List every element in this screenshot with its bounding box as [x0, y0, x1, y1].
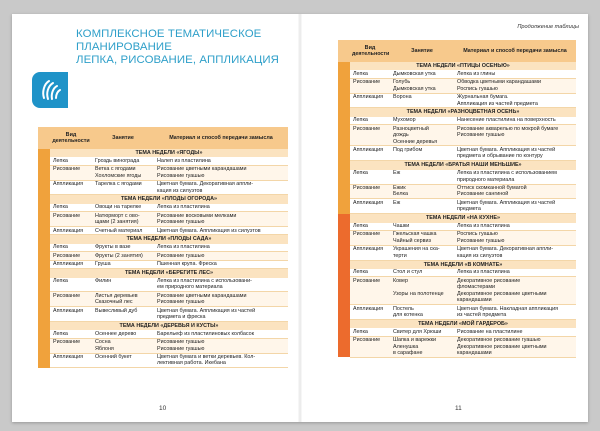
material-method: Нанесение пластилина на поверхность [454, 117, 576, 125]
book-spread [12, 14, 588, 422]
header-kind: Вид деятельности [50, 127, 92, 149]
material-method: Пшенная крупа. Фреска [154, 260, 288, 268]
lesson-name: Груша [92, 260, 154, 268]
table-row [338, 269, 576, 277]
material-method: Лепка из пластилина [154, 204, 288, 212]
material-method: Обводка цветными карандашами Роспись гуашью [454, 78, 576, 93]
page-title [76, 28, 279, 67]
material-method: Рисование акварелью по мокрой бумаге Рисование гуашью [454, 125, 576, 146]
lesson-name: Счетный материал [92, 227, 154, 235]
lesson-name: Постель для котенка [390, 305, 454, 320]
table-row [38, 260, 288, 268]
activity-kind: Лепка [50, 204, 92, 212]
table-row [38, 212, 288, 227]
lesson-name: Сосна Яблоня [92, 338, 154, 353]
table-row [38, 292, 288, 307]
page-number-right: 11 [455, 405, 462, 412]
week-theme-row [38, 235, 288, 244]
week-theme: ТЕМА НЕДЕЛИ «ЯГОДЫ» [50, 149, 288, 157]
table-row [38, 278, 288, 292]
activity-kind: Рисование [50, 292, 92, 307]
material-method: Лепка из глины [454, 70, 576, 78]
table-row [338, 184, 576, 199]
table-row [38, 330, 288, 338]
series-logo [32, 72, 68, 108]
table-row [338, 70, 576, 78]
material-method: Цветная бумага. Аппликация из частей предмета и фреска [154, 307, 288, 322]
material-method: Рисование восковыми мелками Рисование гуашью [154, 212, 288, 227]
activity-kind: Рисование [50, 165, 92, 180]
table-row [338, 305, 576, 320]
plan-table-right [338, 40, 576, 358]
activity-kind: Лепка [350, 170, 390, 184]
activity-kind: Рисование [350, 125, 390, 146]
lesson-name: Фрукты (2 занятия) [92, 252, 154, 260]
lesson-name: Голубь Дымковская утка [390, 78, 454, 93]
month-column-header [38, 127, 50, 149]
activity-kind: Рисование [350, 184, 390, 199]
material-method: Роспись гуашью Рисование гуашью [454, 230, 576, 245]
material-method: Рисование цветными карандашами Рисование гуашью [154, 165, 288, 180]
header-lesson: Занятие [390, 40, 454, 62]
header-kind: Вид деятельности [350, 40, 390, 62]
activity-kind: Лепка [350, 328, 390, 336]
week-theme: ТЕМА НЕДЕЛИ «РАЗНОЦВЕТНАЯ ОСЕНЬ» [350, 108, 576, 117]
hand-logo-icon [32, 72, 68, 108]
continuation-note: Продолжение таблицы [517, 24, 579, 30]
table-row [38, 204, 288, 212]
material-method: Оттиск скомканной бумагой Рисование сангиной [454, 184, 576, 199]
material-method: Рисование гуашью Рисование гуашью [154, 338, 288, 353]
lesson-name: Мухомор [390, 117, 454, 125]
material-method: Лепка из пластилина с использованием природного материала [454, 170, 576, 184]
lesson-name: Чашки [390, 223, 454, 231]
table-row [338, 146, 576, 161]
table-row [338, 245, 576, 260]
lesson-name: Под грибом [390, 146, 454, 161]
week-theme: ТЕМА НЕДЕЛИ «ПЛОДЫ САДА» [50, 235, 288, 244]
table-row [338, 199, 576, 214]
activity-kind: Лепка [50, 244, 92, 252]
month-label-cell [338, 62, 350, 214]
page-subtitle: ЛЕПКА, РИСОВАНИЕ, АППЛИКАЦИЯ [76, 54, 279, 66]
left-page [12, 14, 300, 422]
week-theme-row [338, 214, 576, 223]
activity-kind: Рисование [50, 252, 92, 260]
material-method: Цветная бумага. Аппликация из частей предмета [454, 199, 576, 214]
lesson-name: Ежик Белка [390, 184, 454, 199]
week-theme-row [38, 321, 288, 330]
material-method: Рисование цветными карандашами Рисование гуашью [154, 292, 288, 307]
activity-kind: Лепка [50, 330, 92, 338]
table-row [338, 93, 576, 108]
table-row [338, 223, 576, 231]
lesson-name: Фрукты в вазе [92, 244, 154, 252]
activity-kind: Аппликация [350, 146, 390, 161]
lesson-name: Стол и стул [390, 269, 454, 277]
table-row [338, 125, 576, 146]
activity-kind: Рисование [350, 78, 390, 93]
plan-table-left [38, 127, 288, 368]
lesson-name: Тарелка с ягодами [92, 180, 154, 195]
week-theme: ТЕМА НЕДЕЛИ «НА КУХНЕ» [350, 214, 576, 223]
week-theme-row [338, 260, 576, 269]
activity-kind: Аппликация [350, 245, 390, 260]
week-theme: ТЕМА НЕДЕЛИ «ПТИЦЫ ОСЕНЬЮ» [350, 62, 576, 70]
table-header-row [338, 40, 576, 62]
week-theme: ТЕМА НЕДЕЛИ «БЕРЕГИТЕ ЛЕС» [50, 269, 288, 278]
activity-kind: Рисование [50, 338, 92, 353]
week-theme-row [38, 269, 288, 278]
material-method: Лепка из пластилина [454, 269, 576, 277]
table-row [38, 227, 288, 235]
week-theme: ТЕМА НЕДЕЛИ «МОЙ ГАРДЕРОБ» [350, 319, 576, 328]
month-label-cell [38, 149, 50, 321]
week-theme-row [338, 319, 576, 328]
material-method: Цветная бумага. Декоративная аппли- кация из силуэтов [154, 180, 288, 195]
lesson-name: Украшения на ска- терти [390, 245, 454, 260]
lesson-name: Еж [390, 170, 454, 184]
activity-kind: Аппликация [50, 180, 92, 195]
activity-kind: Аппликация [50, 307, 92, 322]
material-method: Цветная бумага. Декоративная аппли- кация из силуэтов [454, 245, 576, 260]
right-page [300, 14, 588, 422]
table-row [38, 338, 288, 353]
activity-kind: Аппликация [350, 305, 390, 320]
material-method: Декоративное рисование гуашью Декоративное рисование цветными карандашами [454, 336, 576, 357]
header-lesson: Занятие [92, 127, 154, 149]
material-method: Цветная бумага и ветки деревьев. Кол- лективная работа. Икебана [154, 353, 288, 368]
week-theme-row [338, 108, 576, 117]
table-row [338, 78, 576, 93]
week-theme: ТЕМА НЕДЕЛИ «ПЛОДЫ ОГОРОДА» [50, 195, 288, 204]
lesson-name: Ковер Узоры на полотенце [390, 277, 454, 305]
activity-kind: Лепка [350, 269, 390, 277]
lesson-name: Вывесливый дуб [92, 307, 154, 322]
lesson-name: Ворона [390, 93, 454, 108]
week-theme: ТЕМА НЕДЕЛИ «БРАТЬЯ НАШИ МЕНЬШИЕ» [350, 161, 576, 170]
material-method: Лепка из пластилина [454, 223, 576, 231]
lesson-name: Еж [390, 199, 454, 214]
activity-kind: Лепка [350, 70, 390, 78]
lesson-name: Осенний букет [92, 353, 154, 368]
table-row [338, 170, 576, 184]
activity-kind: Аппликация [350, 199, 390, 214]
material-method: Рисование на пластилине [454, 328, 576, 336]
lesson-name: Шапка и варежки Аленушка в сарафане [390, 336, 454, 357]
activity-kind: Аппликация [50, 353, 92, 368]
week-theme-row [38, 195, 288, 204]
material-method: Декоративное рисование фломастерами Декоративное рисование цветными карандашами [454, 277, 576, 305]
material-method: Рисование гуашью [154, 252, 288, 260]
table-row [38, 180, 288, 195]
lesson-name: Ветка с ягодами Хохломские ягоды [92, 165, 154, 180]
table-header-row [38, 127, 288, 149]
month-label-cell [38, 321, 50, 367]
lesson-name: Гжельская чашка Чайный сервиз [390, 230, 454, 245]
activity-kind: Рисование [350, 336, 390, 357]
material-method: Журнальная бумага. Аппликация из частей предмета [454, 93, 576, 108]
title-line-2: ПЛАНИРОВАНИЕ [76, 40, 172, 53]
material-method: Барельеф из пластилиновых колбасок [154, 330, 288, 338]
material-method: Лепка из пластилина с использовани- ем природного материала [154, 278, 288, 292]
activity-kind: Рисование [350, 277, 390, 305]
material-method: Цветная бумага. Накладная аппликация из частей предмета [454, 305, 576, 320]
header-material: Материал и способ передачи замысла [154, 127, 288, 149]
material-method: Цветная бумага. Аппликация из частей предмета и обрывание по контуру [454, 146, 576, 161]
week-theme: ТЕМА НЕДЕЛИ «В КОМНАТЕ» [350, 260, 576, 269]
material-method: Цветная бумага. Аппликация из силуэтов [154, 227, 288, 235]
table-row [38, 353, 288, 368]
month-label-cell [338, 214, 350, 358]
material-method: Лепка из пластилина [154, 244, 288, 252]
table-row [38, 244, 288, 252]
page-number-left: 10 [159, 405, 167, 412]
table-row [38, 165, 288, 180]
activity-kind: Аппликация [50, 260, 92, 268]
material-method: Налеп из пластилина [154, 157, 288, 165]
week-theme-row [338, 161, 576, 170]
header-material: Материал и способ передачи замысла [454, 40, 576, 62]
table-row [338, 277, 576, 305]
lesson-name: Овощи на тарелке [92, 204, 154, 212]
activity-kind: Аппликация [50, 227, 92, 235]
lesson-name: Разноцветный дождь Осенние деревья [390, 125, 454, 146]
lesson-name: Листья деревьев Сказочный лес [92, 292, 154, 307]
lesson-name: Дымковская утка [390, 70, 454, 78]
table-row [38, 157, 288, 165]
week-theme: ТЕМА НЕДЕЛИ «ДЕРЕВЬЯ И КУСТЫ» [50, 321, 288, 330]
lesson-name: Гроздь винограда [92, 157, 154, 165]
lesson-name: Свитер для Хрюши [390, 328, 454, 336]
table-row [338, 336, 576, 357]
lesson-name: Осеннее дерево [92, 330, 154, 338]
activity-kind: Лепка [50, 157, 92, 165]
table-row [38, 252, 288, 260]
lesson-name: Филин [92, 278, 154, 292]
table-row [338, 117, 576, 125]
table-row [338, 328, 576, 336]
table-row [338, 230, 576, 245]
title-line-1: КОМПЛЕКСНОЕ ТЕМАТИЧЕСКОЕ [76, 28, 262, 40]
activity-kind: Лепка [350, 117, 390, 125]
lesson-name: Натюрморт с ово- щами (2 занятия) [92, 212, 154, 227]
activity-kind: Рисование [50, 212, 92, 227]
activity-kind: Аппликация [350, 93, 390, 108]
table-row [38, 307, 288, 322]
week-theme-row [338, 62, 576, 70]
month-column-header [338, 40, 350, 62]
activity-kind: Лепка [50, 278, 92, 292]
activity-kind: Лепка [350, 223, 390, 231]
week-theme-row [38, 149, 288, 157]
activity-kind: Рисование [350, 230, 390, 245]
